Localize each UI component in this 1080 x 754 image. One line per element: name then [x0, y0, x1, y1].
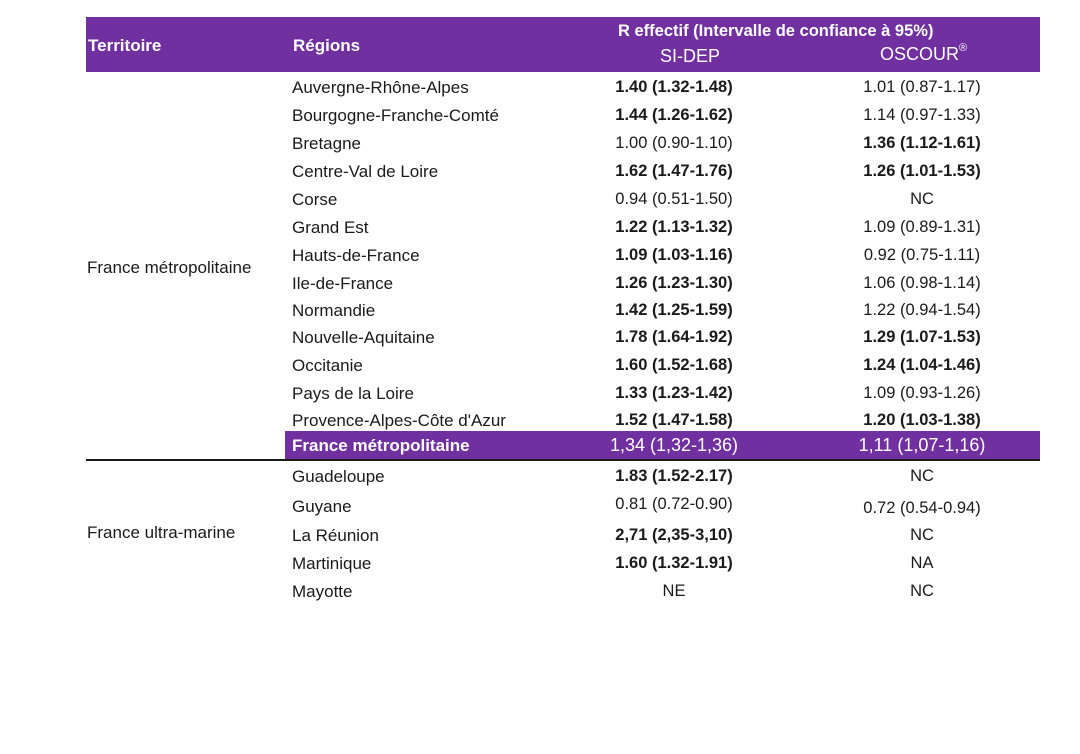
table-row — [0, 578, 1080, 606]
sidep-value: 1.44 (1.26-1.62) — [615, 106, 733, 124]
sidep-value: 1.40 (1.32-1.48) — [615, 78, 733, 96]
oscour-value: 1.26 (1.01-1.53) — [863, 162, 981, 180]
sidep-value: 1.62 (1.47-1.76) — [615, 162, 733, 180]
region-name: La Réunion — [292, 526, 379, 545]
table-row — [0, 522, 1080, 550]
oscour-value: 1.29 (1.07-1.53) — [863, 328, 981, 346]
sidep-value: 1.60 (1.32-1.91) — [615, 554, 733, 572]
header-territoire: Territoire — [88, 36, 162, 55]
sidep-value: 1.78 (1.64-1.92) — [615, 328, 733, 346]
oscour-value: 1.20 (1.03-1.38) — [863, 411, 981, 429]
region-name: Pays de la Loire — [292, 384, 414, 403]
territory-metro: France métropolitaine — [87, 258, 252, 277]
oscour-value: NC — [910, 467, 934, 485]
oscour-value: 1.22 (0.94-1.54) — [863, 301, 981, 319]
region-name: Bourgogne-Franche-Comté — [292, 106, 499, 125]
sidep-value: 0.81 (0.72-0.90) — [615, 495, 733, 513]
oscour-value: NA — [910, 554, 934, 572]
total-oscour-value: 1,11 (1,07-1,16) — [858, 435, 986, 455]
oscour-value: NC — [910, 582, 934, 600]
sidep-value: 2,71 (2,35-3,10) — [615, 526, 733, 544]
region-name: Nouvelle-Aquitaine — [292, 328, 435, 347]
region-name: Mayotte — [292, 582, 353, 601]
sidep-value: 1.33 (1.23-1.42) — [615, 384, 733, 402]
oscour-value: 1.24 (1.04-1.46) — [863, 356, 981, 374]
region-name: Grand Est — [292, 218, 369, 237]
oscour-value: 1.36 (1.12-1.61) — [863, 134, 981, 152]
region-name: Auvergne-Rhône-Alpes — [292, 78, 469, 97]
region-name: Normandie — [292, 301, 376, 320]
oscour-value: 1.06 (0.98-1.14) — [863, 274, 981, 292]
region-name: Occitanie — [292, 356, 363, 375]
total-sidep-value: 1,34 (1,32-1,36) — [609, 435, 739, 455]
header-sidep: SI-DEP — [659, 46, 720, 66]
region-name: Martinique — [292, 554, 372, 573]
territory-ultra: France ultra-marine — [87, 523, 236, 542]
sidep-value: 1.83 (1.52-2.17) — [615, 467, 733, 485]
region-name: Ile-de-France — [292, 274, 394, 293]
registered-mark: ® — [958, 42, 968, 54]
sidep-value: NE — [662, 582, 686, 600]
region-name: Provence-Alpes-Côte d'Azur — [292, 411, 506, 430]
sidep-value: 1.52 (1.47-1.58) — [615, 411, 733, 429]
oscour-value: 0.92 (0.75-1.11) — [863, 246, 981, 264]
table-row — [0, 550, 1080, 578]
sidep-value: 1.42 (1.25-1.59) — [615, 301, 733, 319]
header-regions: Régions — [293, 36, 361, 55]
oscour-value: 1.01 (0.87-1.17) — [863, 78, 981, 96]
sidep-value: 1.60 (1.52-1.68) — [615, 356, 733, 374]
oscour-value: 1.09 (0.89-1.31) — [863, 218, 981, 236]
sidep-value: 1.00 (0.90-1.10) — [615, 134, 733, 152]
oscour-value: 1.09 (0.93-1.26) — [863, 384, 981, 402]
region-name: Guadeloupe — [292, 467, 385, 486]
region-name: Hauts-de-France — [292, 246, 420, 265]
table-row — [0, 493, 1080, 521]
sidep-value: 1.22 (1.13-1.32) — [615, 218, 733, 236]
region-name: Bretagne — [292, 134, 361, 153]
sidep-value: 0.94 (0.51-1.50) — [615, 190, 733, 208]
header-oscour-label: OSCOUR — [879, 44, 959, 64]
oscour-value: 1.14 (0.97-1.33) — [863, 106, 981, 124]
region-name: Corse — [292, 190, 338, 209]
header-r-effectif: R effectif (Intervalle de confiance à 95%) — [618, 22, 934, 40]
sidep-value: 1.26 (1.23-1.30) — [615, 274, 733, 292]
sidep-value: 1.09 (1.03-1.16) — [615, 246, 733, 264]
region-name: Guyane — [292, 497, 352, 516]
region-name: Centre-Val de Loire — [292, 162, 439, 181]
total-label: France métropolitaine — [292, 436, 470, 455]
oscour-value: 0.72 (0.54-0.94) — [863, 499, 981, 517]
oscour-value: NC — [910, 190, 934, 208]
table-row — [0, 463, 1080, 491]
oscour-value: NC — [910, 526, 934, 544]
